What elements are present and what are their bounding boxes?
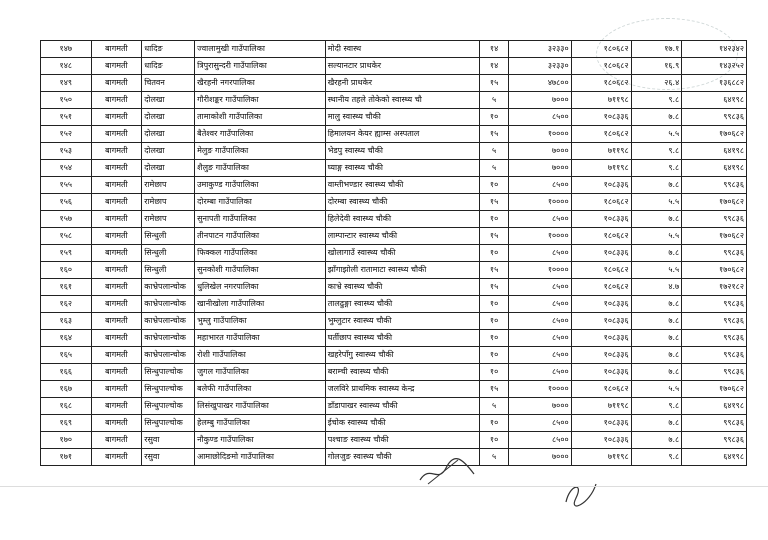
- table-row: [41, 58, 747, 75]
- cell-sn: १४८: [41, 58, 92, 75]
- cell-n4: ७.८: [631, 211, 682, 228]
- cell-sn: १६२: [41, 296, 92, 313]
- cell-prov: बागमती: [91, 415, 142, 432]
- cell-n5: १७०६८२: [682, 228, 747, 245]
- cell-n1: १५: [479, 228, 508, 245]
- cell-n1: १०: [479, 109, 508, 126]
- cell-prov: बागमती: [91, 364, 142, 381]
- cell-org: खैरहनी प्राथकेर: [325, 75, 479, 92]
- cell-org: मालु स्वास्थ्य चौकी: [325, 109, 479, 126]
- cell-dist: सिन्धुपाल्चोक: [142, 364, 195, 381]
- table-row: [41, 92, 747, 109]
- cell-n4: ७.८: [631, 313, 682, 330]
- cell-n4: २६.४: [631, 75, 682, 92]
- cell-n5: ९९८३६: [682, 109, 747, 126]
- cell-n1: १५: [479, 381, 508, 398]
- cell-n1: १०: [479, 364, 508, 381]
- cell-n5: ९९८३६: [682, 364, 747, 381]
- cell-n3: १०८३३६: [571, 347, 631, 364]
- cell-n5: ९९८३६: [682, 296, 747, 313]
- cell-org: खोलागाउँ स्वास्थ्य चौकी: [325, 245, 479, 262]
- cell-n2: ८५००: [509, 330, 571, 347]
- cell-prov: बागमती: [91, 228, 142, 245]
- cell-n5: १७०६८२: [682, 194, 747, 211]
- cell-n1: ५: [479, 160, 508, 177]
- cell-prov: बागमती: [91, 160, 142, 177]
- table-row: [41, 330, 747, 347]
- cell-mun: मेलुङ गाउँपालिका: [195, 143, 326, 160]
- table-row: [41, 398, 747, 415]
- cell-sn: १७०: [41, 432, 92, 449]
- cell-n3: १०८३३६: [571, 296, 631, 313]
- table-row: [41, 364, 747, 381]
- cell-prov: बागमती: [91, 313, 142, 330]
- cell-prov: बागमती: [91, 75, 142, 92]
- cell-sn: १५५: [41, 177, 92, 194]
- cell-sn: १५०: [41, 92, 92, 109]
- cell-n3: १८०६८२: [571, 58, 631, 75]
- cell-dist: सिन्धुली: [142, 228, 195, 245]
- cell-n5: ९९८३६: [682, 432, 747, 449]
- cell-n5: १३६८८२: [682, 75, 747, 92]
- cell-prov: बागमती: [91, 347, 142, 364]
- cell-n1: १०: [479, 211, 508, 228]
- cell-mun: दोरम्बा गाउँपालिका: [195, 194, 326, 211]
- cell-org: घर्तीछाप स्वास्थ्य चौकी: [325, 330, 479, 347]
- cell-n2: ८५००: [509, 415, 571, 432]
- cell-n3: १०८३३६: [571, 432, 631, 449]
- cell-n4: ७.८: [631, 432, 682, 449]
- cell-mun: धुलिखेल नगरपालिका: [195, 279, 326, 296]
- cell-n5: १७०६८२: [682, 126, 747, 143]
- cell-org: काभ्रे स्वास्थ्य चौकी: [325, 279, 479, 296]
- table-row: [41, 432, 747, 449]
- cell-n1: १५: [479, 279, 508, 296]
- cell-n5: ९९८३६: [682, 347, 747, 364]
- cell-n3: ७११९८: [571, 160, 631, 177]
- cell-n2: ७०००: [509, 92, 571, 109]
- cell-dist: काभ्रेपलान्चोक: [142, 279, 195, 296]
- cell-sn: १५९: [41, 245, 92, 262]
- cell-n5: ९९८३६: [682, 313, 747, 330]
- cell-n3: १०८३३६: [571, 313, 631, 330]
- cell-n1: ५: [479, 92, 508, 109]
- cell-mun: गौरीशङ्कर गाउँपालिका: [195, 92, 326, 109]
- cell-mun: जुगल गाउँपालिका: [195, 364, 326, 381]
- cell-n2: ८५००: [509, 313, 571, 330]
- cell-n2: १००००: [509, 228, 571, 245]
- cell-n4: ७.८: [631, 347, 682, 364]
- cell-n1: ५: [479, 143, 508, 160]
- cell-org: मोदी स्वास्थ: [325, 41, 479, 58]
- cell-n4: ५.५: [631, 194, 682, 211]
- cell-sn: १५८: [41, 228, 92, 245]
- cell-n5: ६४१९८: [682, 143, 747, 160]
- table-row: [41, 279, 747, 296]
- cell-n3: १८०६८२: [571, 279, 631, 296]
- cell-n1: १०: [479, 432, 508, 449]
- cell-prov: बागमती: [91, 58, 142, 75]
- cell-mun: नौकुण्ड गाउँपालिका: [195, 432, 326, 449]
- cell-n2: ७०००: [509, 449, 571, 466]
- table-row: [41, 449, 747, 466]
- cell-n4: ७.८: [631, 245, 682, 262]
- cell-n5: ६४१९८: [682, 398, 747, 415]
- cell-dist: काभ्रेपलान्चोक: [142, 296, 195, 313]
- cell-n2: ४७८००: [509, 75, 571, 92]
- cell-prov: बागमती: [91, 126, 142, 143]
- cell-dist: धादिङ: [142, 58, 195, 75]
- cell-n4: ५.५: [631, 228, 682, 245]
- cell-sn: १६६: [41, 364, 92, 381]
- cell-n4: ७.८: [631, 330, 682, 347]
- cell-n3: १८०६८२: [571, 75, 631, 92]
- cell-dist: दोलखा: [142, 109, 195, 126]
- cell-dist: सिन्धुपाल्चोक: [142, 398, 195, 415]
- cell-n5: १७०६८२: [682, 381, 747, 398]
- cell-n2: ७०००: [509, 398, 571, 415]
- cell-org: हिलेदेवी स्वास्थ्य चौकी: [325, 211, 479, 228]
- cell-dist: सिन्धुपाल्चोक: [142, 415, 195, 432]
- cell-n3: १८०६८२: [571, 194, 631, 211]
- table-row: [41, 313, 747, 330]
- cell-org: भुम्लुटार स्वास्थ्य चौकी: [325, 313, 479, 330]
- cell-dist: दोलखा: [142, 126, 195, 143]
- cell-n5: ६४१९८: [682, 92, 747, 109]
- cell-n3: १०८३३६: [571, 364, 631, 381]
- cell-dist: दोलखा: [142, 143, 195, 160]
- cell-org: हिमालयन केयर ह्याम्स अस्पताल: [325, 126, 479, 143]
- cell-n4: ७.८: [631, 109, 682, 126]
- cell-org: पश्चाङ स्वास्थ्य चौकी: [325, 432, 479, 449]
- cell-n5: ६४१९८: [682, 449, 747, 466]
- cell-n5: ९९८३६: [682, 330, 747, 347]
- cell-n3: १०८३३६: [571, 415, 631, 432]
- cell-n4: ७.८: [631, 296, 682, 313]
- cell-dist: रसुवा: [142, 449, 195, 466]
- cell-n4: ९.८: [631, 160, 682, 177]
- cell-prov: बागमती: [91, 143, 142, 160]
- cell-sn: १५२: [41, 126, 92, 143]
- cell-sn: १६७: [41, 381, 92, 398]
- cell-mun: ज्वालामुखी गाउँपालिका: [195, 41, 326, 58]
- cell-n2: १००००: [509, 194, 571, 211]
- cell-prov: बागमती: [91, 177, 142, 194]
- table-row: [41, 262, 747, 279]
- cell-org: खहरेपाँगु स्वास्थ्य चौकी: [325, 347, 479, 364]
- cell-prov: बागमती: [91, 262, 142, 279]
- cell-n1: ५: [479, 398, 508, 415]
- cell-n2: ८५००: [509, 211, 571, 228]
- cell-sn: १५१: [41, 109, 92, 126]
- cell-mun: बैतेश्वर गाउँपालिका: [195, 126, 326, 143]
- cell-n1: १५: [479, 262, 508, 279]
- cell-org: तालढुङ्गा स्वास्थ्य चौकी: [325, 296, 479, 313]
- cell-n2: ७०००: [509, 143, 571, 160]
- cell-n3: ७११९८: [571, 92, 631, 109]
- cell-prov: बागमती: [91, 245, 142, 262]
- cell-sn: १६०: [41, 262, 92, 279]
- cell-n3: १०८३३६: [571, 245, 631, 262]
- cell-n4: ७.८: [631, 364, 682, 381]
- cell-n2: ३२३३०: [509, 41, 571, 58]
- cell-org: लाम्पान्टार स्वास्थ्य चौकी: [325, 228, 479, 245]
- cell-n1: १५: [479, 126, 508, 143]
- cell-n1: १०: [479, 296, 508, 313]
- cell-org: बराम्ची स्वास्थ्य चौकी: [325, 364, 479, 381]
- cell-mun: खैरहनी नगरपालिका: [195, 75, 326, 92]
- cell-org: सल्यानटार प्राथकेर: [325, 58, 479, 75]
- cell-mun: खानीखोला गाउँपालिका: [195, 296, 326, 313]
- cell-n5: १४३२५२: [682, 58, 747, 75]
- cell-n3: १०८३३६: [571, 211, 631, 228]
- cell-mun: हेलम्बु गाउँपालिका: [195, 415, 326, 432]
- cell-dist: काभ्रेपलान्चोक: [142, 330, 195, 347]
- cell-sn: १६५: [41, 347, 92, 364]
- cell-n3: १८०६८२: [571, 41, 631, 58]
- cell-n2: ७०००: [509, 160, 571, 177]
- table-row: [41, 245, 747, 262]
- cell-dist: दोलखा: [142, 160, 195, 177]
- cell-prov: बागमती: [91, 330, 142, 347]
- cell-mun: बलेफी गाउँपालिका: [195, 381, 326, 398]
- table-body: [41, 41, 747, 466]
- cell-n4: ९.८: [631, 398, 682, 415]
- cell-org: भेडपु स्वास्थ्य चौकी: [325, 143, 479, 160]
- cell-n5: ९९८३६: [682, 415, 747, 432]
- cell-dist: सिन्धुली: [142, 245, 195, 262]
- cell-n2: १००००: [509, 262, 571, 279]
- cell-n4: ४.७: [631, 279, 682, 296]
- cell-n3: १८०६८२: [571, 126, 631, 143]
- cell-dist: सिन्धुली: [142, 262, 195, 279]
- cell-n3: १०८३३६: [571, 177, 631, 194]
- cell-n2: ८५००: [509, 347, 571, 364]
- cell-org: झाँगाझोली रातामाटा स्वास्थ्य चौकी: [325, 262, 479, 279]
- cell-mun: आमाछोदिङमो गाउँपालिका: [195, 449, 326, 466]
- cell-dist: दोलखा: [142, 92, 195, 109]
- table-row: [41, 194, 747, 211]
- cell-org: वाम्तीभण्डार स्वास्थ्य चौकी: [325, 177, 479, 194]
- table-row: [41, 228, 747, 245]
- cell-n1: १०: [479, 330, 508, 347]
- cell-sn: १६३: [41, 313, 92, 330]
- cell-n4: ७.८: [631, 177, 682, 194]
- cell-n1: १०: [479, 177, 508, 194]
- cell-sn: १६४: [41, 330, 92, 347]
- cell-sn: १५७: [41, 211, 92, 228]
- cell-n2: ८५००: [509, 364, 571, 381]
- table-row: [41, 415, 747, 432]
- cell-n5: ९९८३६: [682, 245, 747, 262]
- cell-dist: धादिङ: [142, 41, 195, 58]
- cell-org: घ्याङ्ग स्वास्थ्य चौकी: [325, 160, 479, 177]
- cell-mun: महाभारत गाउँपालिका: [195, 330, 326, 347]
- cell-n2: ३२३३०: [509, 58, 571, 75]
- cell-sn: १४७: [41, 41, 92, 58]
- cell-prov: बागमती: [91, 449, 142, 466]
- cell-n5: १४२३४२: [682, 41, 747, 58]
- cell-sn: १६१: [41, 279, 92, 296]
- table-row: [41, 75, 747, 92]
- cell-n2: १००००: [509, 126, 571, 143]
- cell-prov: बागमती: [91, 211, 142, 228]
- cell-dist: रामेछाप: [142, 194, 195, 211]
- cell-sn: १५६: [41, 194, 92, 211]
- cell-n2: ८५००: [509, 432, 571, 449]
- cell-n4: ७.८: [631, 415, 682, 432]
- cell-mun: भुम्लु गाउँपालिका: [195, 313, 326, 330]
- cell-org: गोलजुङ स्वास्थ्य चौकी: [325, 449, 479, 466]
- table-row: [41, 381, 747, 398]
- cell-prov: बागमती: [91, 381, 142, 398]
- cell-dist: सिन्धुपाल्चोक: [142, 381, 195, 398]
- cell-prov: बागमती: [91, 398, 142, 415]
- cell-mun: सुनापती गाउँपालिका: [195, 211, 326, 228]
- cell-sn: १५४: [41, 160, 92, 177]
- table-row: [41, 347, 747, 364]
- cell-dist: काभ्रेपलान्चोक: [142, 347, 195, 364]
- cell-n3: १०८३३६: [571, 330, 631, 347]
- cell-n1: १५: [479, 75, 508, 92]
- cell-prov: बागमती: [91, 41, 142, 58]
- cell-org: स्थानीय तहले तोकेको स्वास्थ्य चौ: [325, 92, 479, 109]
- cell-sn: १५३: [41, 143, 92, 160]
- cell-mun: रोशी गाउँपालिका: [195, 347, 326, 364]
- cell-dist: चितवन: [142, 75, 195, 92]
- cell-sn: १४९: [41, 75, 92, 92]
- cell-mun: फिक्कल गाउँपालिका: [195, 245, 326, 262]
- table-row: [41, 41, 747, 58]
- cell-prov: बागमती: [91, 92, 142, 109]
- footer-rule: [0, 486, 768, 487]
- cell-n1: १०: [479, 415, 508, 432]
- cell-n5: ६४१९८: [682, 160, 747, 177]
- cell-n3: ७११९८: [571, 398, 631, 415]
- cell-n4: १६.९: [631, 58, 682, 75]
- cell-n3: १०८३३६: [571, 109, 631, 126]
- cell-dist: रामेछाप: [142, 211, 195, 228]
- cell-mun: तीनपाटन गाउँपालिका: [195, 228, 326, 245]
- cell-n1: १०: [479, 245, 508, 262]
- cell-n3: १८०६८२: [571, 228, 631, 245]
- cell-n4: ९.८: [631, 92, 682, 109]
- cell-mun: तामाकोशी गाउँपालिका: [195, 109, 326, 126]
- cell-prov: बागमती: [91, 279, 142, 296]
- cell-n1: १५: [479, 194, 508, 211]
- cell-n2: ८५००: [509, 109, 571, 126]
- cell-mun: उमाकुण्ड गाउँपालिका: [195, 177, 326, 194]
- cell-mun: शैलुङ गाउँपालिका: [195, 160, 326, 177]
- data-table: [40, 40, 747, 466]
- cell-dist: रसुवा: [142, 432, 195, 449]
- cell-org: दोरम्बा स्वास्थ्य चौकी: [325, 194, 479, 211]
- cell-n2: ८५००: [509, 279, 571, 296]
- cell-prov: बागमती: [91, 296, 142, 313]
- cell-n5: ९९८३६: [682, 211, 747, 228]
- cell-n4: ५.५: [631, 126, 682, 143]
- cell-mun: लिसंखुपाखर गाउँपालिका: [195, 398, 326, 415]
- cell-sn: १६९: [41, 415, 92, 432]
- cell-n3: १८०६८२: [571, 262, 631, 279]
- cell-n4: ९.८: [631, 449, 682, 466]
- cell-prov: बागमती: [91, 109, 142, 126]
- cell-n1: १४: [479, 41, 508, 58]
- cell-n2: ८५००: [509, 177, 571, 194]
- cell-n4: १७.१: [631, 41, 682, 58]
- cell-n3: ७११९८: [571, 143, 631, 160]
- cell-dist: काभ्रेपलान्चोक: [142, 313, 195, 330]
- cell-sn: १६८: [41, 398, 92, 415]
- cell-mun: त्रिपुरासुन्दरी गाउँपालिका: [195, 58, 326, 75]
- cell-n4: ९.८: [631, 143, 682, 160]
- table-row: [41, 296, 747, 313]
- table-row: [41, 160, 747, 177]
- cell-n1: ५: [479, 449, 508, 466]
- cell-dist: रामेछाप: [142, 177, 195, 194]
- cell-prov: बागमती: [91, 194, 142, 211]
- cell-org: ईचोक स्वास्थ्य चौकी: [325, 415, 479, 432]
- cell-n1: १४: [479, 58, 508, 75]
- cell-n2: १००००: [509, 381, 571, 398]
- table-row: [41, 177, 747, 194]
- signature-mark-2: [560, 474, 600, 508]
- cell-n2: ८५००: [509, 296, 571, 313]
- cell-prov: बागमती: [91, 432, 142, 449]
- cell-n1: १०: [479, 313, 508, 330]
- cell-n4: ५.५: [631, 262, 682, 279]
- cell-n5: १७२१८२: [682, 279, 747, 296]
- cell-n2: ८५००: [509, 245, 571, 262]
- cell-n3: १८०६८२: [571, 381, 631, 398]
- cell-n3: ७११९८: [571, 449, 631, 466]
- cell-mun: सुनकोशी गाउँपालिका: [195, 262, 326, 279]
- cell-n5: ९९८३६: [682, 177, 747, 194]
- cell-sn: १७१: [41, 449, 92, 466]
- table-row: [41, 143, 747, 160]
- cell-n1: १०: [479, 347, 508, 364]
- table-row: [41, 211, 747, 228]
- cell-org: जलविरे प्राथमिक स्वास्थ्य केन्द्र: [325, 381, 479, 398]
- table-row: [41, 126, 747, 143]
- signature-mark-1: [418, 454, 476, 488]
- table-row: [41, 109, 747, 126]
- cell-org: डाँडापाखर स्वास्थ्य चौकी: [325, 398, 479, 415]
- cell-n5: १७०६८२: [682, 262, 747, 279]
- cell-n4: ५.५: [631, 381, 682, 398]
